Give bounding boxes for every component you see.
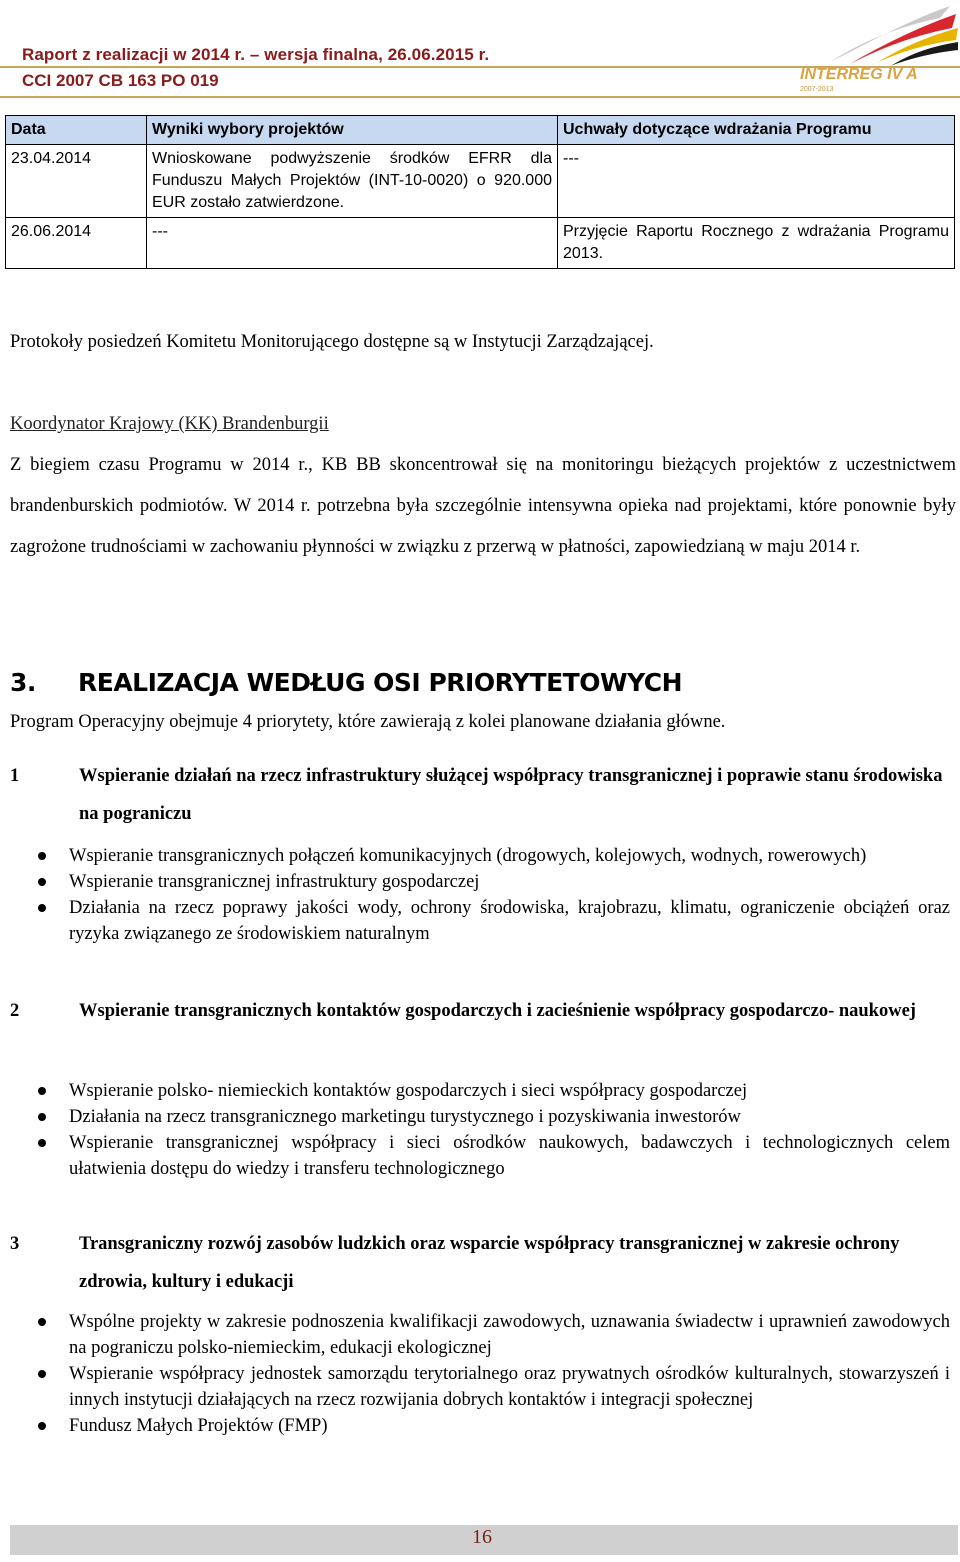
table-cell: --- <box>147 218 558 269</box>
table-cell: Przyjęcie Raportu Rocznego z wdrażania Programu 2013. <box>558 218 955 269</box>
column-header: Wyniki wybory projektów <box>147 116 558 145</box>
priority-2-list <box>38 1078 950 1182</box>
bullet-icon <box>38 1318 46 1326</box>
priority-number: 2 <box>10 1001 20 1021</box>
priority-3-list <box>38 1309 950 1439</box>
bullet-icon <box>38 1422 46 1430</box>
list-item: Wspieranie transgranicznej współpracy i sieci ośrodków naukowych, badawczych i technologicznych celem ułatwienia dostępu do wiedzy i transferu technologicznego <box>38 1130 950 1182</box>
list-item: Działania na rzecz transgranicznego marketingu turystycznego i pozyskiwania inwestorów <box>38 1104 950 1130</box>
list-item: Wspieranie współpracy jednostek samorządu terytorialnego oraz prywatnych ośrodków kulturalnych, stowarzyszeń i innych instytucji działających na rzecz rozwijania dobrych kontaktów i integracji społecznej <box>38 1361 950 1413</box>
kk-paragraph: Z biegiem czasu Programu w 2014 r., KB BB skoncentrował się na monitoringu bieżących projektów z uczestnictwem brandenburskich podmiotów. W 2014 r. potrzebna była szczególnie intensywna opieka nad projektami, które ponownie były zagrożone trudnościami w zachowaniu płynności w związku z przerwą w płatności, zapowiedzianą w maju 2014 r. <box>10 455 956 557</box>
list-item: Fundusz Małych Projektów (FMP) <box>38 1413 950 1439</box>
cci-code: CCI 2007 CB 163 PO 019 <box>22 71 219 90</box>
bullet-icon <box>38 1087 46 1095</box>
protocols-paragraph: Protokoły posiedzeń Komitetu Monitorującego dostępne są w Instytucji Zarządzającej. <box>10 332 654 352</box>
section-number: 3. <box>10 668 36 697</box>
bullet-icon <box>38 1139 46 1147</box>
priority-number: 1 <box>10 766 20 786</box>
logo-text: INTERREG IV A <box>800 66 918 83</box>
table-cell: --- <box>558 145 955 218</box>
list-item: Wspieranie transgranicznej infrastruktury gospodarczej <box>38 869 950 895</box>
bullet-icon <box>38 852 46 860</box>
report-title: Raport z realizacji w 2014 r. – wersja finalna, 26.06.2015 r. <box>22 45 490 64</box>
list-item: Wspólne projekty w zakresie podnoszenia kwalifikacji zawodowych, uznawania świadectw i uprawnień zawodowych na pograniczu polsko-niemieckim, edukacji ekologicznej <box>38 1309 950 1361</box>
list-item: Wspieranie polsko- niemieckich kontaktów gospodarczych i sieci współpracy gospodarczej <box>38 1078 950 1104</box>
list-item: Wspieranie transgranicznych połączeń komunikacyjnych (drogowych, kolejowych, wodnych, rowerowych) <box>38 843 950 869</box>
priority-number: 3 <box>10 1234 20 1254</box>
decisions-table <box>5 115 955 269</box>
section-heading <box>10 668 682 697</box>
bullet-icon <box>38 878 46 886</box>
page-header <box>0 0 960 100</box>
priority-title: Transgraniczny rozwój zasobów ludzkich oraz wsparcie współpracy transgranicznej w zakresie ochrony zdrowia, kultury i edukacji <box>79 1234 900 1292</box>
table-cell: 26.06.2014 <box>6 218 147 269</box>
list-item: Działania na rzecz poprawy jakości wody, ochrony środowiska, krajobrazu, klimatu, ograniczenie obciążeń oraz ryzyka związanego ze środowiskiem naturalnym <box>38 895 950 947</box>
column-header: Uchwały dotyczące wdrażania Programu <box>558 116 955 145</box>
priority-title: Wspieranie działań na rzecz infrastruktury służącej współpracy transgranicznej i poprawie stanu środowiska na pograniczu <box>79 766 943 824</box>
table-row <box>6 218 955 269</box>
bullet-icon <box>38 904 46 912</box>
bullet-icon <box>38 1370 46 1378</box>
table-row <box>6 145 955 218</box>
page-number: 16 <box>472 1526 492 1548</box>
logo-years: 2007-2013 <box>800 86 834 93</box>
table-header-row <box>6 116 955 145</box>
section-title: REALIZACJA WEDŁUG OSI PRIORYTETOWYCH <box>78 668 683 697</box>
kk-heading: Koordynator Krajowy (KK) Brandenburgii <box>10 414 329 434</box>
bullet-icon <box>38 1113 46 1121</box>
table-cell: Wnioskowane podwyższenie środków EFRR dla Funduszu Małych Projektów (INT-10-0020) o 920.000 EUR zostało zatwierdzone. <box>147 145 558 218</box>
priority-1-list <box>38 843 950 947</box>
priority-title: Wspieranie transgranicznych kontaktów gospodarczych i zacieśnienie współpracy gospodarczo- naukowej <box>79 1001 916 1021</box>
section-intro: Program Operacyjny obejmuje 4 priorytety, które zawierają z kolei planowane działania główne. <box>10 712 726 732</box>
column-header: Data <box>6 116 147 145</box>
table-cell: 23.04.2014 <box>6 145 147 218</box>
